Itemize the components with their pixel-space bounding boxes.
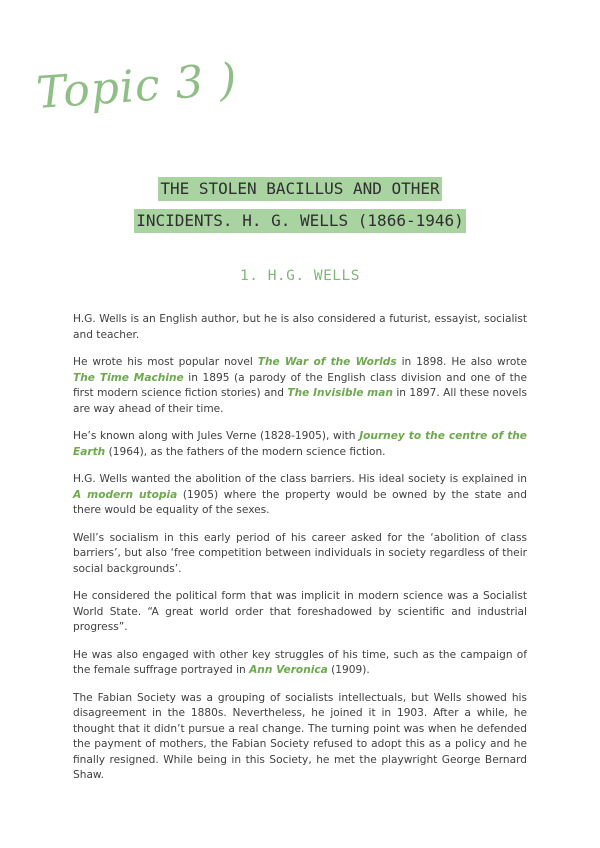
title-line-1: THE STOLEN BACILLUS AND OTHER xyxy=(158,177,441,201)
document-title xyxy=(0,174,600,238)
paragraph-socialism: Well’s socialism in this early period of his career asked for the ‘abolition of class barriers’, but also ‘free competition between individuals in society regardless of their social backgrounds’. xyxy=(73,531,527,575)
paragraph-female-suffrage xyxy=(73,648,527,679)
book-title-time-machine: The Time Machine xyxy=(73,371,184,384)
title-line-2: INCIDENTS. H. G. WELLS (1866-1946) xyxy=(134,209,466,233)
section-heading: 1. H.G. WELLS xyxy=(240,268,360,284)
book-title-modern-utopia: A modern utopia xyxy=(73,488,178,501)
paragraph-text: He wrote his most popular novel xyxy=(73,356,258,368)
paragraph-text: in 1898. He also wrote xyxy=(396,356,527,368)
paragraph-text: in 1897. All these novels are way ahead of their time. xyxy=(73,387,528,415)
paragraph-text: (1905) where the property would be owned by the state and there would be equality of the sexes. xyxy=(73,488,527,516)
paragraph-popular-novels xyxy=(73,355,527,417)
book-title-invisible-man: The Invisible man xyxy=(287,387,393,399)
book-title-ann-veronica: Ann Veronica xyxy=(249,664,328,676)
body-content xyxy=(73,312,527,796)
paragraph-world-state: He considered the political form that was implicit in modern science was a Socialist World State. “A great world order that foreshadowed by scientific and industrial progress”. xyxy=(73,590,527,633)
paragraph-intro: H.G. Wells is an English author, but he is also considered a futurist, essayist, socialist and teacher. xyxy=(73,313,527,341)
paragraph-fabian-society: The Fabian Society was a grouping of socialists intellectuals, but Wells showed his disagreement in the 1880s. Nevertheless, he joined it in 1903. After a while, he thought that it didn’t pursue a real change. The turning point was when he defended the payment of mothers, the Fabian Society refused to adopt this as a policy and he finally resigned. While being in this Society, he met the playwright George Bernard Shaw. xyxy=(73,691,527,781)
book-title-journey-centre-earth: Journey to the centre of the Earth xyxy=(73,430,527,458)
book-title-war-of-the-worlds: The War of the Worlds xyxy=(257,356,397,368)
paragraph-text: H.G. Wells wanted the abolition of the class barriers. His ideal society is explained in xyxy=(73,473,527,485)
paragraph-class-barriers xyxy=(73,472,527,519)
paragraph-text: (1964), as the fathers of the modern science fiction. xyxy=(105,445,386,458)
paragraph-text: (1909). xyxy=(327,664,370,676)
paragraph-text: in 1895 (a parody of the English class division and one of the first modern science fiction stories) and xyxy=(73,371,528,399)
paragraph-jules-verne xyxy=(73,429,527,460)
paragraph-text: He was also engaged with other key struggles of his time, such as the campaign of the female suffrage portrayed in xyxy=(73,648,527,676)
paragraph-text: He’s known along with Jules Verne (1828-1905), with xyxy=(73,430,360,442)
handwritten-topic-label: Topic 3 ) xyxy=(34,54,240,119)
